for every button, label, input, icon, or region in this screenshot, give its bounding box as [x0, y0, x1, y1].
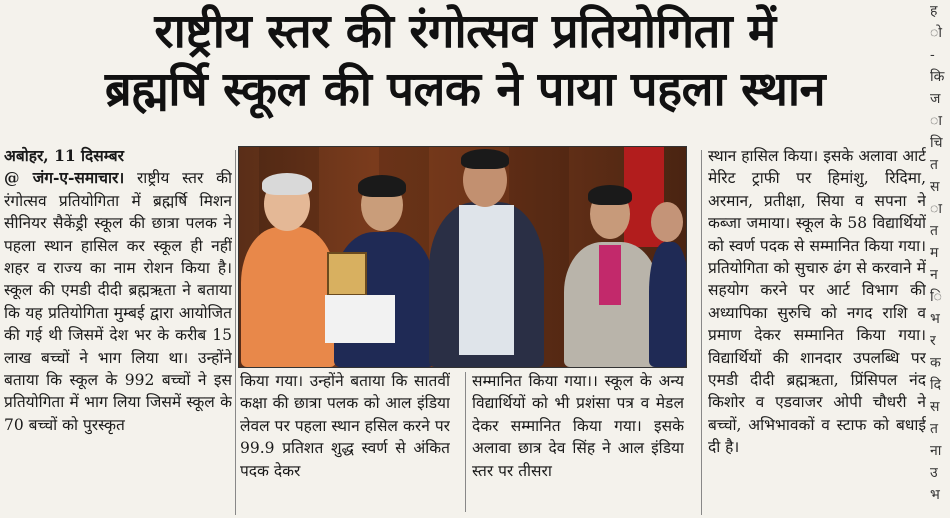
edge-glyph: ह	[930, 3, 938, 19]
scarf	[599, 245, 621, 305]
article-text-col4: स्थान हासिल किया। इसके अलावा आर्ट मेरिट ट्राफी पर हिमांशु, रिदिमा, अरमान, प्रतीक्षा, सिया व सपना ने कब्जा जमाया। स्कूल के 58 विद्यार्थियों को स्वर्ण पदक से सम्मानित किया गया। प्रतियोगिता को सुचारु ढंग से करवाने में सहयोग करने पर आर्ट विभाग की अध्यापिका सुरुचि को नगद राशि व प्रमाण देकर सम्मानित किया गया। विद्यार्थियों की शानदार उपलब्धि पर एमडी दीदी ब्रह्मऋता, प्रिंसिपल नंद किशोर व एडवाजर ओपी चौधरी ने बच्चों, अभिभावकों व स्टाफ को बधाई दी है।	[708, 147, 926, 457]
edge-glyph: स	[930, 399, 940, 415]
edge-glyph: दि	[930, 377, 942, 393]
certificate	[325, 295, 395, 343]
headline-line-2: ब्रह्मर्षि स्कूल की पलक ने पाया पहला स्थान	[104, 62, 826, 117]
edge-glyph: त	[930, 223, 938, 239]
article-text-col1: राष्ट्रीय स्तर की रंगोत्सव प्रतियोगिता में ब्रह्मर्षि मिशन सीनियर सैकेंड्री स्कूल की छात्रा पलक ने पहला स्थान हासिल कर स्कूल ही नहीं शहर व राज्य का नाम रोशन किया है। स्कूल की एमडी दीदी ब्रह्मऋता ने बताया कि यह प्रतियोगिता मुम्बई द्वारा आयोजित की गई थी जिसमें देश भर के करीब 15 लाख बच्चों ने भाग लिया था। उन्होंने बताया कि स्कूल के 992 बच्चों ने इस प्रतियोगिता में भाग लिया जिसमें स्कूल के 70 बच्चों को पुरस्कृत	[4, 169, 232, 434]
edge-glyph: त	[930, 421, 938, 437]
edge-glyph: ना	[930, 443, 942, 459]
edge-glyph: ा	[930, 113, 942, 129]
trophy-frame	[327, 252, 367, 296]
dateline-source: @ जंग-ए-समाचार।	[4, 168, 125, 188]
edge-glyph: उ	[930, 465, 938, 481]
article-column-3	[472, 370, 684, 518]
adjacent-column-fragment	[930, 0, 950, 518]
edge-glyph: ो	[930, 25, 942, 41]
dateline-place-date: अबोहर, 11 दिसम्बर	[4, 146, 124, 165]
article-column-1	[4, 145, 232, 517]
edge-glyph: चि	[930, 135, 943, 151]
edge-glyph: कि	[930, 69, 945, 85]
edge-glyph: त	[930, 157, 938, 173]
column-rule	[235, 150, 236, 515]
edge-glyph: भ	[930, 311, 940, 327]
article-column-4	[708, 145, 926, 517]
edge-glyph: ि	[930, 289, 942, 305]
shirt	[459, 205, 514, 355]
edge-glyph: स	[930, 179, 940, 195]
edge-glyph: र	[930, 333, 936, 349]
article-text-col2: किया गया। उन्होंने बताया कि सातवीं कक्षा की छात्रा पलक को आल इंडिया लेवल पर पहला स्थान हसिल करने पर 99.9 प्रतिशत शुद्ध स्वर्ण से अंकित पदक देकर	[240, 372, 450, 480]
edge-glyph: न	[930, 267, 938, 283]
edge-glyph: ा	[930, 201, 942, 217]
news-photo	[238, 146, 687, 368]
headline-line-1: राष्ट्रीय स्तर की रंगोत्सव प्रतियोगिता में	[154, 4, 776, 59]
column-rule	[701, 150, 702, 515]
article-column-2	[240, 370, 450, 518]
edge-glyph: ज	[930, 91, 941, 107]
edge-glyph: म	[930, 245, 939, 261]
article-text-col3: सम्मानित किया गया।। स्कूल के अन्य विद्यार्थियों को भी प्रशंसा पत्र व मेडल देकर सम्मानित किया गया। इसके अलावा छात्र देव सिंह ने आल इंडिया स्तर पर तीसरा	[472, 372, 684, 480]
edge-glyph: -	[930, 47, 935, 63]
edge-glyph: क	[930, 355, 941, 371]
edge-glyph: भ	[930, 487, 940, 503]
column-rule	[465, 372, 466, 512]
